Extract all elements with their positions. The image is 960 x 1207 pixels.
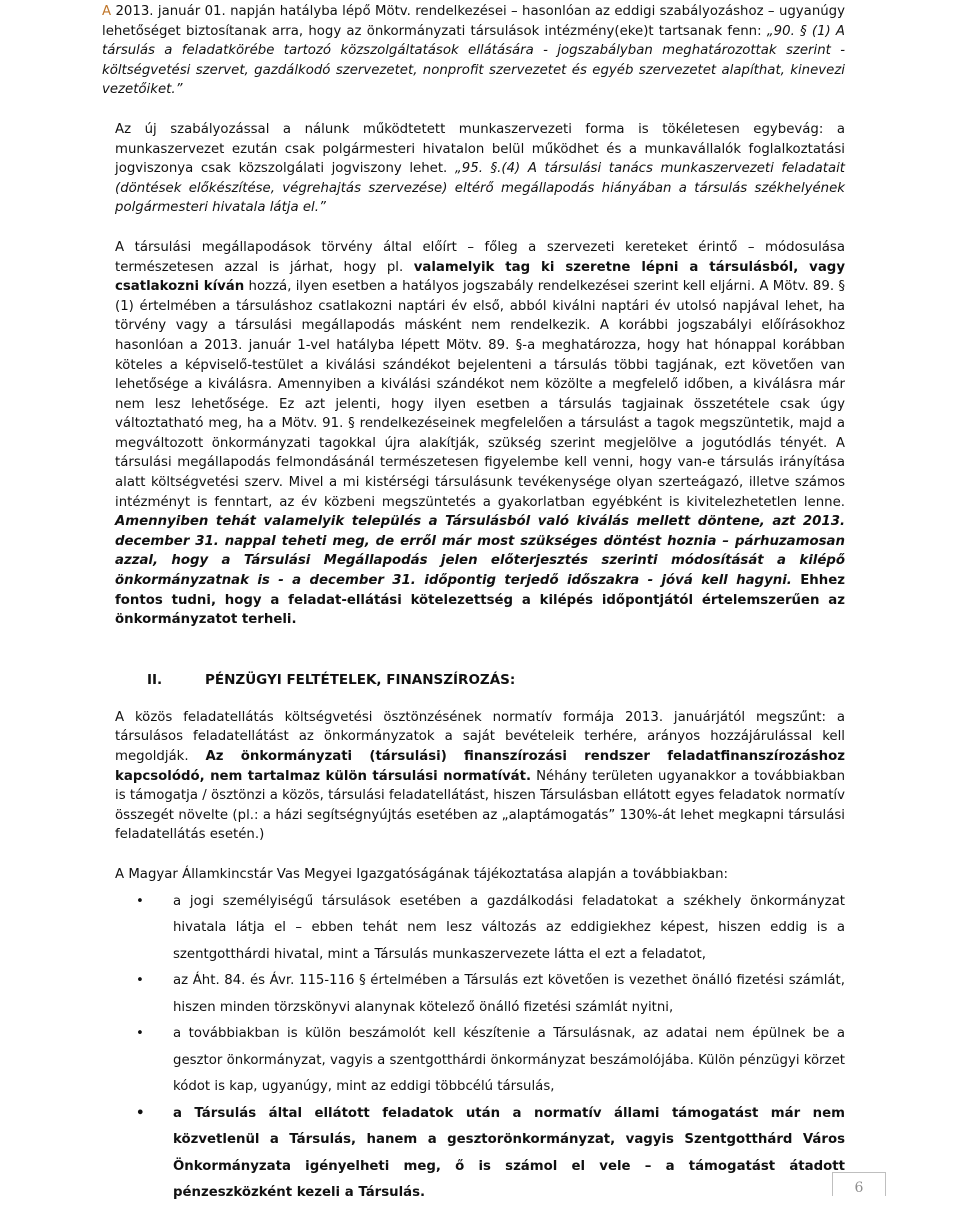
- section-title: PÉNZÜGYI FELTÉTELEK, FINANSZÍROZÁS:: [205, 671, 516, 688]
- emphasis-deadline: Amennyiben tehát valamelyik település a Társulásból való kiválás mellett döntene, azt 2013. december 31. nappal teheti meg, de erről már most szükséges döntést hoznia – párhuzamosan azzal, hogy a Társulási Megállapodás jelen előterjesztés szerinti módosítását a kilépő önkormányzatnak is - a december 31. időpontig terjedő időszakra - jóvá kell hagyni.: [115, 514, 845, 589]
- paragraph-mötv-intro: A 2013. január 01. napján hatályba lépő Mötv. rendelkezései – hasonlóan az eddigi szabályozáshoz – ugyanúgy lehetőséget biztosítanak arra, hogy az önkormányzati társulások intézmény(eke)t tartsanak fenn: „90. § (1) A társulás a feladatkörébe tartozó közszolgáltatások ellátására - jogszabályban meghatározottak szerint - költségvetési szervet, gazdálkodó szervezetet, nonprofit szervezetet és egyéb szervezetet alapíthat, kinevezi vezetőiket.”: [102, 4, 846, 98]
- section-number: II.: [147, 671, 163, 688]
- list-item: • az Áht. 84. és Ávr. 115-116 § értelmében a Társulás ezt követően is vezethet önálló fizetési számlát, hiszen minden törzskönyvi alanynak kötelező önálló fizetési számlát nyitni,: [115, 968, 845, 1021]
- page-number: 6: [832, 1172, 886, 1196]
- section-heading: [115, 670, 845, 690]
- document-page: [102, 0, 846, 1207]
- paragraph-munkaszervezet: Az új szabályozással a nálunk működtetett munkaszervezeti forma is tökéletesen egybevág: a munkaszervezet ezután csak polgármesteri hivatalon belül működhet és a munkavállalók foglalkoztatási jogviszonya csak közszolgálati jogviszony lehet. „95. §.(4) A társulási tanács munkaszervezeti feladatait (döntések előkészítése, végrehajtás szervezése) eltérő megállapodás hiányában a társulás székhelyének polgármesteri hivatala látja el.”: [115, 121, 845, 216]
- list-item: • a Társulás által ellátott feladatok után a normatív állami támogatást már nem közvetlenül a Társulás, hanem a gesztorönkormányzat, vagyis Szentgotthárd Város Önkormányzata igényelheti meg, ő is számol el vele – a támogatást átadott pénzeszközként kezeli a Társulás.: [115, 1101, 845, 1207]
- law-quote: „95. §.(4) A társulási tanács munkaszervezeti feladatait (döntések előkészítése, végrehajtás szervezése) eltérő megállapodás hiányában a társulás székhelyének polgármesteri hivatala látja el.”: [115, 161, 845, 216]
- paragraph-finanszirozas: A közös feladatellátás költségvetési ösztönzésének normatív formája 2013. januárjától megszűnt: a társulásos feladatellátást az önkormányzatok a saját bevételeik terhére, arányos hozzájárulással kell megoldják. Az önkormányzati (társulási) finanszírozási rendszer feladatfinanszírozáshoz kapcsolódó, nem tartalmaz külön társulási normatívát. Néhány területen ugyanakkor a továbbiakban is támogatja / ösztönzi a közös, társulási feladatellátást, hiszen Társulásban ellátott egyes feladatok normatív összegét növelte (pl.: a házi segítségnyújtás esetében az „alaptámogatás” 130%-át lehet megkapni társulási feladatellátás esetén.): [115, 709, 846, 843]
- bullet-icon: •: [136, 1105, 145, 1121]
- paragraph-kilepes: A társulási megállapodások törvény által előírt – főleg a szervezeti kereteket érintő – módosulása természetesen azzal is járhat, hogy pl. valamelyik tag ki szeretne lépni a társulásból, vagy csatlakozni kíván hozzá, ilyen esetben a hatályos jogszabály rendelkezései szerint kell eljárni. A Mötv. 89. § (1) értelmében a társuláshoz csatlakozni naptári év első, abból kiválni naptári év utolsó napjával lehet, ha törvény vagy a társulási megállapodás másként nem rendelkezik. A korábbi jogszabályi előírásokhoz hasonlóan a 2013. január 1-vel hatályba lépett Mötv. 89. §-a meghatározza, hogy hat hónappal korábban köteles a képviselő-testület a kiválási szándékot bejelenteni a társulás többi tagjának, ezt követően van lehetősége a kiválásra. Amennyiben a kiválási szándékot nem közölte a megfelelő időben, a kiválásra már nem lesz lehetősége. Ez azt jelenti, hogy ilyen esetben a társulás tagjainak összetétele csak úgy változtatható meg, ha a Mötv. 91. § rendelkezéseinek megfelelően a társulást a tagok megszüntetik, majd a megváltozott önkormányzati tagokkal újra alakítják, szükség szerint megjelölve a jogutódlás tényét. A társulási megállapodás felmondásánál természetesen figyelembe kell venni, hogy van-e társulás irányítása alatt költségvetési szerv. Mivel a mi kistérségi társulásunk tevékenysége olyan szerteágazó, illetve számos intézményt is fenntart, az év közbeni megszüntetés a gyakorlatban egyébként is kivitelezhetetlen lenne. Amennyiben tehát valamelyik település a Társulásból való kiválás mellett döntene, azt 2013. december 31. nappal teheti meg, de erről már most szükséges döntést hoznia – párhuzamosan azzal, hogy a Társulási Megállapodás jelen előterjesztés szerinti módosítását a kilépő önkormányzatnak is - a december 31. időpontig terjedő időszakra - jóvá kell hagyni. Ehhez fontos tudni, hogy a feladat-ellátási kötelezettség a kilépés időpontjától értelemszerűen az önkormányzatot terheli.: [115, 239, 846, 628]
- law-quote: „90. § (1) A társulás a feladatkörébe tartozó közszolgáltatások ellátására - jogszabályban meghatározottak szerint - költségvetési szervet, gazdálkodó szervezetet, nonprofit szervezetet és egyéb szervezetet alapíthat, kinevezi vezetőiket.”: [102, 23, 846, 98]
- list-item: • a jogi személyiségű társulások esetében a gazdálkodási feladatokat a székhely önkormányzat hivatala látja el – ebben tehát nem lesz változás az eddigiekhez képest, hiszen eddig is a szentgotthárdi hivatal, mint a Társulás munkaszervezete látta el ezt a feladatot,: [115, 889, 845, 969]
- bullet-icon: •: [136, 1026, 144, 1042]
- bullet-icon: •: [136, 973, 144, 989]
- bullet-list: [115, 889, 845, 1207]
- bullet-icon: •: [136, 893, 144, 909]
- paragraph-allamkincstar: A Magyar Államkincstár Vas Megyei Igazgatóságának tájékoztatása alapján a továbbiakban:: [115, 866, 729, 882]
- list-item: • a továbbiakban is külön beszámolót kell készítenie a Társulásnak, az adatai nem épülnek be a gesztor önkormányzat, vagyis a szentgotthárdi önkormányzat beszámolójába. Külön pénzügyi körzet kódot is kap, ugyanúgy, mint az eddigi többcélú társulás,: [115, 1021, 845, 1101]
